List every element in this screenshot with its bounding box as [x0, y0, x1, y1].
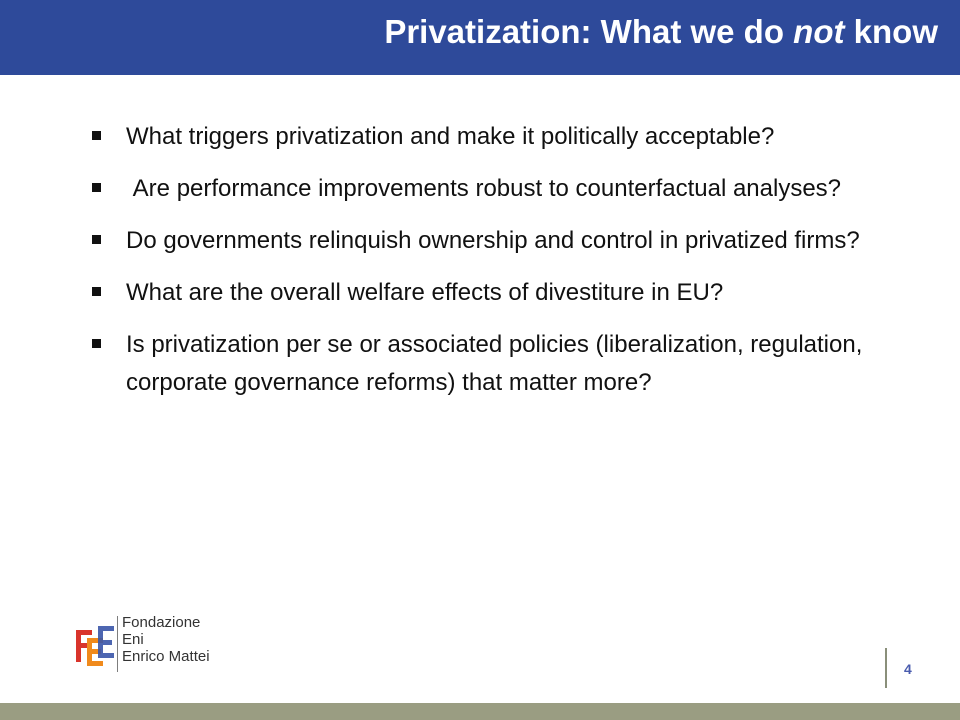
bullet-item [88, 170, 888, 208]
square-bullet-icon [92, 339, 101, 348]
square-bullet-icon [92, 235, 101, 244]
bullet-text: Do governments relinquish ownership and control in privatized firms? [126, 227, 860, 254]
page-number-divider [885, 648, 887, 688]
bullet-item [88, 118, 888, 156]
square-bullet-icon [92, 287, 101, 296]
square-bullet-icon [92, 131, 101, 140]
bullet-item [88, 274, 888, 312]
slide-title [384, 13, 938, 51]
bullet-text: What are the overall welfare effects of divestiture in EU? [126, 279, 724, 306]
page-number: 4 [904, 661, 912, 677]
bullet-item [88, 222, 888, 260]
square-bullet-icon [92, 183, 101, 192]
bullet-text: What triggers privatization and make it politically acceptable? [126, 123, 775, 150]
logo-text [122, 614, 210, 665]
title-emphasis: not [793, 13, 845, 50]
logo-line-1: Fondazione [122, 614, 201, 631]
bullet-text: Are performance improvements robust to counterfactual analyses? [126, 175, 842, 202]
logo-line-2: Eni [122, 631, 144, 648]
title-suffix: know [844, 13, 938, 50]
bullet-list [88, 118, 888, 416]
bullet-item [88, 326, 888, 402]
title-bar [0, 0, 960, 75]
logo-divider [117, 616, 118, 672]
bottom-bar [0, 703, 960, 720]
title-prefix: Privatization: What we do [384, 13, 794, 50]
logo-line-3: Enrico Mattei [122, 648, 210, 665]
logo-mark [76, 626, 114, 666]
bullet-text: Is privatization per se or associated policies (liberalization, regulation, corporate governance reforms) that matter more? [126, 331, 863, 396]
